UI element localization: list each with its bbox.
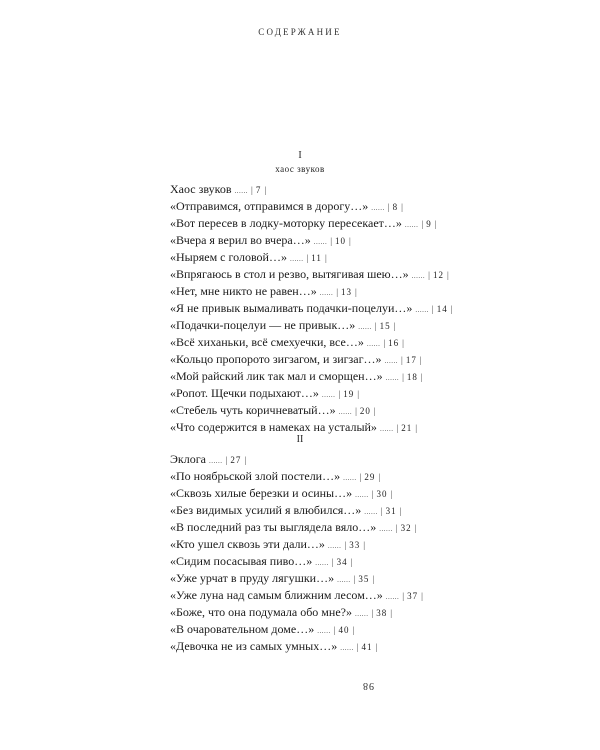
toc-entry-title: «По ноябрьской злой постели…»	[170, 469, 341, 483]
page-bracket-right: |	[264, 185, 267, 195]
leader-dots: ......	[327, 542, 342, 550]
leader-dots: ......	[411, 272, 426, 280]
toc-entry[interactable]	[170, 232, 470, 249]
leader-dots: ......	[355, 491, 369, 499]
leader-dots: ......	[358, 323, 372, 331]
leader-dots: ......	[379, 525, 393, 533]
section-number-2: II	[296, 434, 304, 445]
toc-entry-title: Эклога	[170, 452, 206, 466]
toc-entry[interactable]	[170, 351, 470, 368]
leader-dots: ......	[338, 408, 353, 416]
toc-entry[interactable]	[170, 638, 470, 655]
toc-entry[interactable]	[170, 502, 470, 519]
toc-entry-title: «Подачки-поцелуи — не привык…»	[170, 318, 356, 332]
leader-dots: ......	[385, 593, 400, 601]
toc-entry-title: «Вчера я верил во вчера…»	[170, 233, 311, 247]
toc-entry-page: 33	[349, 540, 361, 550]
page-bracket-right: |	[393, 321, 396, 331]
page-bracket-left: |	[356, 642, 359, 652]
leader-dots: ......	[289, 255, 304, 263]
page-bracket-left: |	[383, 338, 386, 348]
toc-entry-title: «Ропот. Щечки подыхают…»	[170, 386, 319, 400]
toc-entry[interactable]	[170, 553, 470, 570]
page-bracket-left: |	[353, 574, 356, 584]
toc-entry-page: 19	[343, 389, 355, 399]
page-bracket-right: |	[357, 389, 359, 399]
page-bracket-left: |	[344, 540, 347, 550]
leader-dots: ......	[315, 559, 329, 567]
toc-entry-page: 11	[311, 253, 322, 263]
toc-entry-title: «Уже урчат в пруду лягушки…»	[170, 571, 335, 585]
page-bracket-right: |	[324, 253, 327, 263]
toc-entry[interactable]	[170, 181, 470, 198]
toc-entry[interactable]	[170, 485, 470, 502]
page-bracket-left: |	[225, 455, 228, 465]
page-bracket-left: |	[355, 406, 357, 416]
page-bracket-left: |	[380, 506, 383, 516]
toc-entry-title: «Девочка не из самых умных…»	[170, 639, 338, 653]
toc-entry-title: «В очаровательном доме…»	[170, 622, 315, 636]
page-bracket-left: |	[333, 625, 336, 635]
toc-entry-page: 15	[379, 321, 391, 331]
page-bracket-left: |	[336, 287, 339, 297]
toc-entry-page: 18	[406, 372, 418, 382]
page-bracket-left: |	[338, 389, 341, 399]
toc-entry-title: «Кто ушел сквозь эти дали…»	[170, 537, 325, 551]
toc-entry[interactable]	[170, 468, 470, 485]
toc-entry[interactable]	[170, 570, 470, 587]
running-head: СОДЕРЖАНИЕ	[258, 27, 342, 37]
page-bracket-left: |	[251, 185, 253, 195]
toc-entry-title: «Ныряем с головой…»	[170, 250, 287, 264]
toc-entry-title: «Сквозь хилые березки и осины…»	[170, 486, 353, 500]
page-bracket-left: |	[387, 202, 390, 212]
toc-entry-title: «Что содержится в намеках на усталый»	[170, 420, 377, 434]
leader-dots: ......	[404, 221, 419, 229]
toc-entry-page: 40	[338, 625, 350, 635]
page-bracket-left: |	[431, 304, 434, 314]
toc-entry-page: 8	[392, 202, 399, 212]
toc-entry[interactable]	[170, 604, 470, 621]
toc-entry-title: «Стебель чуть коричневатый…»	[170, 403, 336, 417]
page-bracket-left: |	[371, 608, 374, 618]
leader-dots: ......	[209, 457, 223, 465]
page-bracket-right: |	[349, 236, 351, 246]
page-bracket-right: |	[421, 591, 423, 601]
leader-dots: ......	[371, 204, 385, 212]
toc-entry-page: 29	[364, 472, 376, 482]
page-bracket-right: |	[244, 455, 247, 465]
toc-entry-page: 31	[385, 506, 397, 516]
page-bracket-left: |	[396, 423, 399, 433]
toc-entry[interactable]	[170, 198, 470, 215]
toc-entry[interactable]	[170, 283, 470, 300]
toc-entry[interactable]	[170, 266, 470, 283]
toc-entry-title: «Впрягаюсь в стол и резво, вытягивая шею…»	[170, 267, 409, 281]
toc-entry[interactable]	[170, 368, 470, 385]
leader-dots: ......	[379, 425, 394, 433]
toc-entry-title: «В последний раз ты выглядела вяло…»	[170, 520, 377, 534]
page-bracket-right: |	[446, 270, 449, 280]
page-bracket-left: |	[374, 321, 377, 331]
page-bracket-right: |	[352, 625, 355, 635]
toc-entry-title: «Сидим посасывая пиво…»	[170, 554, 313, 568]
toc-entry[interactable]	[170, 402, 470, 419]
leader-dots: ......	[321, 391, 336, 399]
page-bracket-right: |	[420, 372, 423, 382]
toc-entry[interactable]	[170, 587, 470, 604]
toc-entry-page: 34	[336, 557, 348, 567]
toc-entry-title: «Кольцо пропорото зигзагом, и зигзаг…»	[170, 352, 382, 366]
page-number: 98	[362, 680, 374, 691]
section-number-1: I	[298, 150, 302, 161]
toc-entry[interactable]	[170, 536, 470, 553]
page-bracket-right: |	[401, 202, 403, 212]
page-bracket-left: |	[306, 253, 309, 263]
page-bracket-right: |	[414, 523, 417, 533]
page-bracket-left: |	[421, 219, 424, 229]
page-bracket-right: |	[378, 472, 381, 482]
toc-entry[interactable]	[170, 451, 470, 468]
page-bracket-left: |	[402, 591, 405, 601]
toc-entry-page: 17	[405, 355, 417, 365]
page-bracket-left: |	[371, 489, 374, 499]
toc-entry-page: 7	[255, 185, 262, 195]
page-bracket-right: |	[402, 338, 404, 348]
toc-entry-title: «Уже луна над самым ближним лесом…»	[170, 588, 383, 602]
leader-dots: ......	[364, 508, 378, 516]
leader-dots: ......	[234, 187, 248, 195]
toc-entry[interactable]	[170, 385, 470, 402]
toc-entry-page: 41	[361, 642, 373, 652]
toc-entry[interactable]	[170, 334, 470, 351]
page-bracket-right: |	[390, 489, 393, 499]
toc-entry-title: Хаос звуков	[170, 182, 232, 196]
toc-entry-page: 14	[436, 304, 448, 314]
page-bracket-right: |	[415, 423, 418, 433]
toc-entry[interactable]	[170, 300, 470, 317]
page-bracket-right: |	[355, 287, 357, 297]
toc-entry-title: «Отправимся, отправимся в дорогу…»	[170, 199, 369, 213]
toc-entry-page: 21	[401, 423, 413, 433]
toc-entry[interactable]	[170, 621, 470, 638]
leader-dots: ......	[317, 627, 331, 635]
page-bracket-right: |	[350, 557, 353, 567]
leader-dots: ......	[415, 306, 429, 314]
page-bracket-right: |	[375, 642, 378, 652]
leader-dots: ......	[319, 289, 334, 297]
page-bracket-left: |	[428, 270, 430, 280]
page-bracket-right: |	[450, 304, 453, 314]
toc-entry-page: 37	[407, 591, 419, 601]
page-bracket-left: |	[395, 523, 398, 533]
leader-dots: ......	[337, 576, 351, 584]
toc-entry-page: 12	[432, 270, 444, 280]
section-title-1: хаос звуков	[275, 164, 325, 174]
toc-entry[interactable]	[170, 215, 470, 232]
toc-entry-title: «Я не привык вымаливать подачки-поцелуи…»	[170, 301, 413, 315]
toc-list-section-2	[170, 451, 470, 655]
toc-entry-title: «Всё хиханьки, всё смехуечки, все…»	[170, 335, 364, 349]
toc-entry[interactable]	[170, 519, 470, 536]
leader-dots: ......	[384, 357, 399, 365]
leader-dots: ......	[313, 238, 328, 246]
toc-entry-page: 32	[400, 523, 412, 533]
toc-entry-page: 16	[388, 338, 400, 348]
leader-dots: ......	[340, 644, 354, 652]
toc-entry-title: «Без видимых усилий я влюбился…»	[170, 503, 362, 517]
page-bracket-right: |	[434, 219, 437, 229]
toc-entry-title: «Боже, что она подумала обо мне?»	[170, 605, 352, 619]
toc-entry-title: «Вот пересев в лодку-моторку пересекает…»	[170, 216, 402, 230]
toc-entry-page: 35	[358, 574, 370, 584]
page-bracket-right: |	[390, 608, 393, 618]
toc-entry-page: 27	[230, 455, 242, 465]
page-bracket-left: |	[330, 236, 333, 246]
page-bracket-right: |	[363, 540, 366, 550]
toc-entry[interactable]	[170, 317, 470, 334]
toc-list-section-1	[170, 181, 470, 436]
toc-entry-page: 30	[376, 489, 388, 499]
leader-dots: ......	[354, 610, 369, 618]
toc-entry-page: 9	[426, 219, 432, 229]
page-bracket-left: |	[359, 472, 362, 482]
toc-entry[interactable]	[170, 249, 470, 266]
page-bracket-left: |	[331, 557, 334, 567]
page-bracket-left: |	[401, 355, 403, 365]
leader-dots: ......	[343, 474, 357, 482]
toc-entry-page: 13	[341, 287, 353, 297]
toc-entry-page: 10	[335, 236, 347, 246]
page-bracket-right: |	[419, 355, 422, 365]
page-bracket-right: |	[373, 406, 376, 416]
toc-entry-title: «Мой райский лик так мал и сморщен…»	[170, 369, 383, 383]
toc-entry-page: 20	[359, 406, 371, 416]
toc-entry-title: «Нет, мне никто не равен…»	[170, 284, 317, 298]
leader-dots: ......	[385, 374, 400, 382]
page-bracket-left: |	[402, 372, 404, 382]
page-bracket-right: |	[399, 506, 402, 516]
toc-entry-page: 38	[376, 608, 388, 618]
page-bracket-right: |	[372, 574, 375, 584]
leader-dots: ......	[366, 340, 381, 348]
